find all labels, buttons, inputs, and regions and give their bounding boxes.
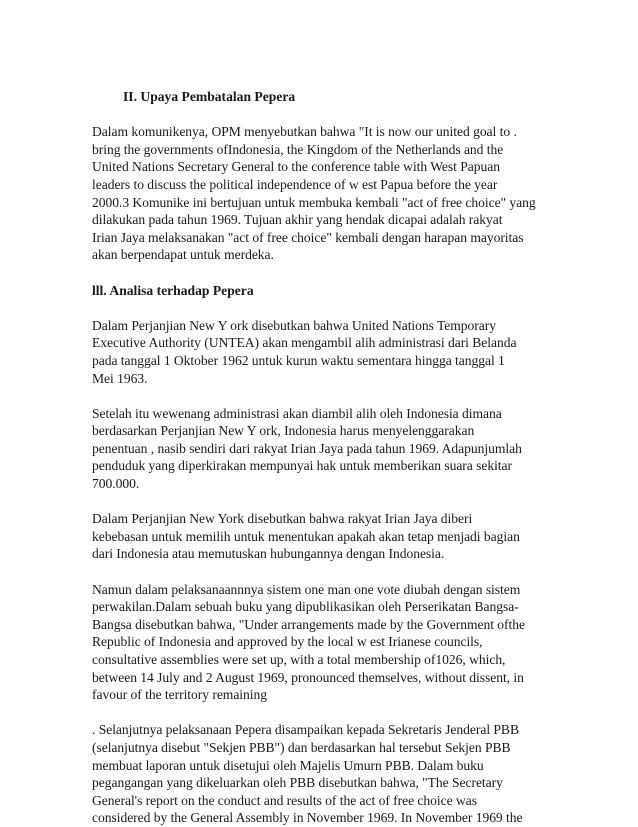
text-line: Republic of Indonesia and approved by the local w est Irianese councils, bbox=[92, 634, 483, 650]
text-line: dilakukan pada tahun 1969. Tujuan akhir yang hendak dicapai adalah rakyat bbox=[92, 212, 503, 228]
text-line: bring the governments ofIndonesia, the Kingdom of the Netherlands and the bbox=[92, 141, 504, 157]
text-line: penentuan , nasib sendiri dari rakyat Irian Jaya pada tahun 1969. Adapunjumlah bbox=[92, 440, 522, 456]
paragraph-representative-system bbox=[92, 581, 546, 704]
text-line: (selanjutnya disebut "Sekjen PBB") dan berdasarkan hal tersebut Sekjen PBB bbox=[92, 739, 511, 755]
text-line: between 14 July and 2 August 1969, pronounced themselves, without dissent, in bbox=[92, 669, 524, 685]
text-line: considered by the General Assembly in November 1969. In November 1969 the bbox=[92, 810, 523, 826]
text-line: leaders to discuss the political independence of w est Papua before the year bbox=[92, 176, 498, 192]
text-line: Setelah itu wewenang administrasi akan diambil alih oleh Indonesia dimana bbox=[92, 405, 502, 421]
section-heading-upaya-pembatalan: II. Upaya Pembatalan Pepera bbox=[123, 89, 296, 104]
text-line: perwakilan.Dalam sebuah buku yang dipublikasikan oleh Perserikatan Bangsa- bbox=[92, 599, 519, 615]
text-line: Irian Jaya melaksanakan "act of free choice" kembali dengan harapan mayoritas bbox=[92, 229, 524, 245]
paragraph-indonesia-administration bbox=[92, 405, 546, 493]
text-line: General's report on the conduct and results of the act of free choice was bbox=[92, 792, 477, 808]
text-line: Namun dalam pelaksanaannnya sistem one man one vote diubah dengan sistem bbox=[92, 581, 521, 597]
text-line: Dalam komunikenya, OPM menyebutkan bahwa "It is now our united goal to . bbox=[92, 124, 517, 140]
section-heading-analisa-pepera: lll. Analisa terhadap Pepera bbox=[92, 282, 254, 298]
text-line: Executive Authority (UNTEA) akan mengambil alih administrasi dari Belanda bbox=[92, 335, 517, 351]
text-line: dari Indonesia atau memutuskan hubungannya dengan Indonesia. bbox=[92, 546, 445, 562]
text-line: Dalam Perjanjian New Y ork disebutkan bahwa United Nations Temporary bbox=[92, 317, 496, 333]
paragraph-secretary-general-report bbox=[92, 721, 546, 827]
text-line: berdasarkan Perjanjian New Y ork, Indonesia harus menyelenggarakan bbox=[92, 423, 475, 439]
paragraph-freedom-to-choose bbox=[92, 510, 546, 563]
text-line: penduduk yang diperkirakan mempunyai hak untuk memberikan suara sekitar bbox=[92, 458, 512, 474]
text-line: Dalam Perjanjian New York disebutkan bahwa rakyat Irian Jaya diberi bbox=[92, 511, 473, 527]
text-line: . Selanjutnya pelaksanaan Pepera disampaikan kepada Sekretaris Jenderal PBB bbox=[92, 722, 519, 738]
text-line: akan berpendapat untuk merdeka. bbox=[92, 247, 274, 263]
text-line: favour of the territory remaining bbox=[92, 687, 268, 703]
text-line: 2000.3 Komunike ini bertujuan untuk membuka kembali "act of free choice" yang bbox=[92, 194, 536, 210]
text-line: membuat laporan untuk disetujui oleh Majelis Umurn PBB. Dalam buku bbox=[92, 757, 484, 773]
text-line: pada tanggal 1 Oktober 1962 untuk kurun waktu sementara hingga tanggal 1 bbox=[92, 352, 505, 368]
paragraph-untea bbox=[92, 317, 546, 387]
text-line: Mei 1963. bbox=[92, 370, 148, 386]
text-line: pegangangan yang dikeluarkan oleh PBB disebutkan bahwa, "The Secretary bbox=[92, 775, 503, 791]
paragraph-opm-communique bbox=[92, 123, 546, 264]
text-line: consultative assemblies were set up, with a total membership of1026, which, bbox=[92, 652, 506, 667]
text-line: kebebasan untuk memilih untuk menentukan apakah akan tetap menjadi bagian bbox=[92, 528, 520, 544]
text-line: 700.000. bbox=[92, 476, 140, 492]
text-line: Bangsa disebutkan bahwa, "Under arrangements made by the Government ofthe bbox=[92, 616, 525, 632]
text-line: United Nations Secretary General to the conference table with West Papuan bbox=[92, 159, 500, 175]
